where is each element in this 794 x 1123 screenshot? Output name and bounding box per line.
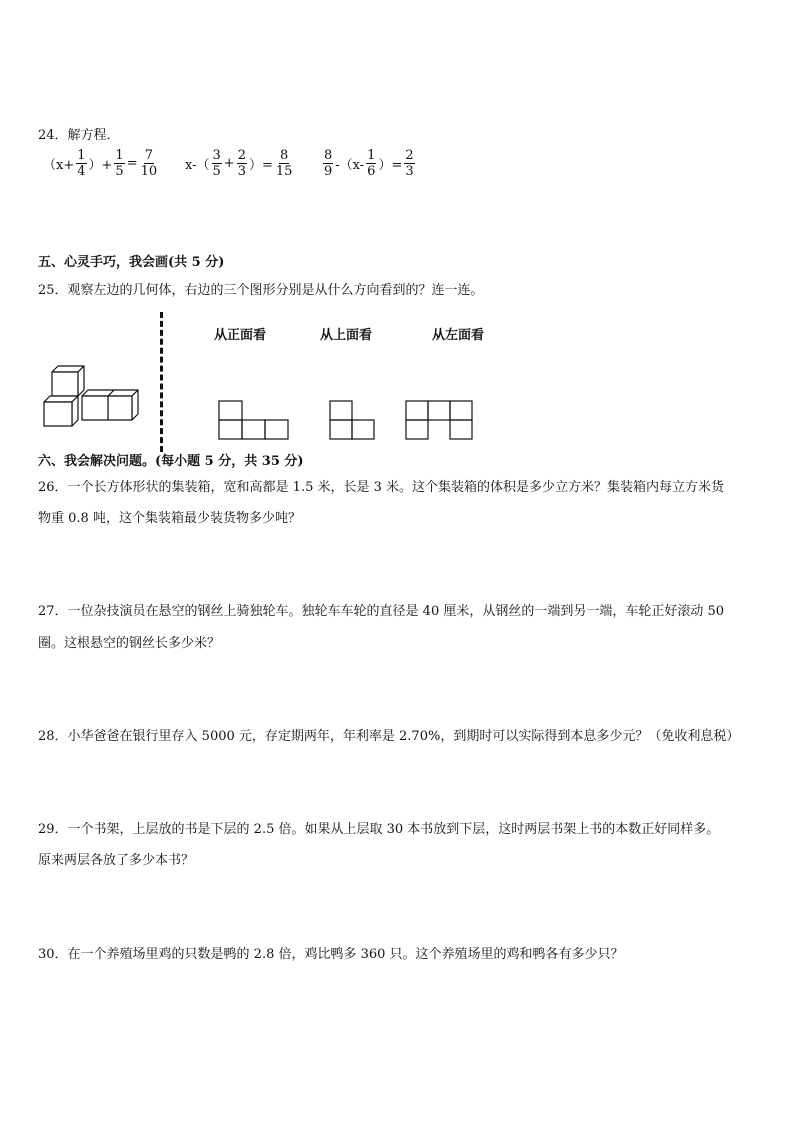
eq2-frac-1: $\frac{3}{5}$ xyxy=(212,148,221,179)
q29-line-1: 29．一个书架，上层放的书是下层的 2.5 倍。如果从上层取 30 本书放到下层，这时两层书架上书的本数正好同样多。 xyxy=(38,822,720,837)
q26-line-1: 26．一个长方体形状的集装箱，宽和高都是 1.5 米，长是 3 米。这个集装箱的体积是多少立方米？集装箱内每立方米货 xyxy=(38,480,725,495)
equation-3 xyxy=(322,148,416,179)
view-shape-3 xyxy=(405,400,475,440)
label-left-view: 从左面看 xyxy=(432,328,485,343)
equation-1 xyxy=(42,148,159,179)
eq2-open: x-（ xyxy=(185,158,210,173)
eq3-frac-2: $\frac{1}{6}$ xyxy=(367,148,376,179)
eq3-close: ）= xyxy=(378,158,403,173)
divider-dashed-line xyxy=(160,312,163,452)
section-6-title: 六、我会解决问题。(每小题 5 分，共 35 分) xyxy=(38,454,304,469)
q29-line-2: 原来两层各放了多少本书？ xyxy=(38,853,195,868)
section-5-title: 五、心灵手巧，我会画(共 5 分) xyxy=(38,255,225,270)
label-top-view: 从上面看 xyxy=(320,328,373,343)
cube-solid-figure xyxy=(38,362,142,428)
eq2-plus: + xyxy=(223,156,235,171)
eq1-open: （x+ xyxy=(43,158,75,173)
eq1-frac-1: $\frac{1}{4}$ xyxy=(77,148,86,179)
q26-line-2: 物重 0.8 吨，这个集装箱最少装货物多少吨？ xyxy=(38,511,301,526)
eq3-frac-1: $\frac{8}{9}$ xyxy=(324,148,333,179)
eq2-frac-2: $\frac{2}{3}$ xyxy=(237,148,246,179)
q30-line-1: 30．在一个养殖场里鸡的只数是鸭的 2.8 倍，鸡比鸭多 360 只。这个养殖场里的鸡和鸭各有多少只？ xyxy=(38,947,624,962)
eq2-frac-3: $\frac{8}{15}$ xyxy=(275,148,293,179)
view-shape-1 xyxy=(218,400,290,440)
q28-line-1: 28．小华爸爸在银行里存入 5000 元，存定期两年，年利率是 2.70%，到期时可以实际得到本息多少元？（免收利息税） xyxy=(38,729,740,744)
label-front-view: 从正面看 xyxy=(214,328,267,343)
q27-line-2: 圈。这根悬空的钢丝长多少米？ xyxy=(38,636,221,651)
view-shape-2 xyxy=(329,400,377,440)
eq3-frac-3: $\frac{2}{3}$ xyxy=(405,148,414,179)
equation-2 xyxy=(184,148,294,179)
q25-text: 25．观察左边的几何体，右边的三个图形分别是从什么方向看到的？连一连。 xyxy=(38,283,484,298)
eq2-close: ）= xyxy=(248,158,273,173)
eq1-frac-2: $\frac{1}{5}$ xyxy=(115,148,124,179)
eq1-equals: = xyxy=(126,156,138,171)
q27-line-1: 27．一位杂技演员在悬空的钢丝上骑独轮车。独轮车车轮的直径是 40 厘米，从钢丝的一端到另一端，车轮正好滚动 50 xyxy=(38,604,725,619)
q24-title: 24．解方程． xyxy=(38,128,120,143)
eq1-frac-3: $\frac{7}{10}$ xyxy=(140,148,158,179)
eq3-minus: -（x- xyxy=(335,158,365,173)
eq1-mid: ）+ xyxy=(88,158,113,173)
